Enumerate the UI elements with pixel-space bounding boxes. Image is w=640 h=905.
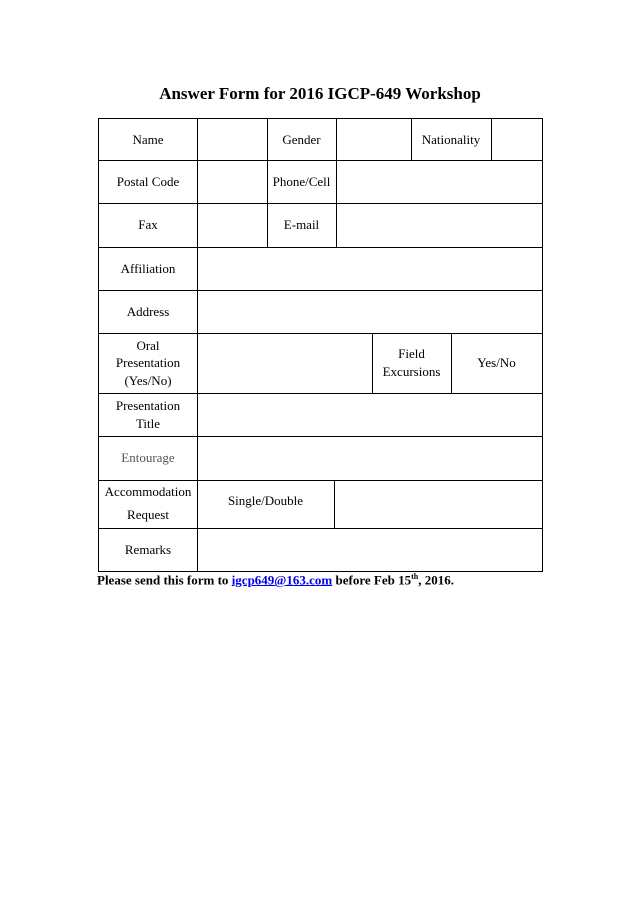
address-field[interactable] xyxy=(197,290,543,334)
oral-presentation-label-line3: (Yes/No) xyxy=(124,372,172,388)
phone-label: Phone/Cell xyxy=(267,160,337,204)
presentation-title-label-line2: Title xyxy=(135,415,161,431)
field-excursions-field[interactable]: Yes/No xyxy=(451,333,543,394)
accommodation-label-line2: Request xyxy=(127,507,169,522)
accommodation-extra-field[interactable] xyxy=(334,480,543,529)
submission-note-deadline: before Feb 15 xyxy=(332,572,412,588)
postal-code-field[interactable] xyxy=(197,160,268,204)
postal-code-label: Postal Code xyxy=(98,160,198,204)
name-label: Name xyxy=(98,118,198,161)
gender-field[interactable] xyxy=(336,118,412,161)
entourage-field[interactable] xyxy=(197,436,543,481)
submission-note xyxy=(97,572,454,588)
presentation-title-label-line1: Presentation xyxy=(115,397,181,413)
nationality-field[interactable] xyxy=(491,118,543,161)
email-label: E-mail xyxy=(267,203,337,248)
deadline-ordinal-suffix: th xyxy=(411,572,419,581)
accommodation-label-line1: Accommodation xyxy=(104,484,192,500)
presentation-title-label xyxy=(98,393,198,437)
field-excursions-label-line2: Excursions xyxy=(382,364,441,379)
submission-note-prefix: Please send this form to xyxy=(97,572,232,588)
oral-presentation-label xyxy=(98,333,198,394)
affiliation-label: Affiliation xyxy=(98,247,198,291)
affiliation-field[interactable] xyxy=(197,247,543,291)
name-field[interactable] xyxy=(197,118,268,161)
fax-field[interactable] xyxy=(197,203,268,248)
email-field[interactable] xyxy=(336,203,543,248)
presentation-title-field[interactable] xyxy=(197,393,543,437)
gender-label: Gender xyxy=(267,118,337,161)
entourage-label: Entourage xyxy=(98,436,198,481)
form-title: Answer Form for 2016 IGCP-649 Workshop xyxy=(159,84,481,103)
accommodation-type-field[interactable]: Single/Double xyxy=(197,480,335,529)
field-excursions-label-line1: Field xyxy=(398,346,425,362)
phone-field[interactable] xyxy=(336,160,543,204)
oral-presentation-field[interactable] xyxy=(197,333,373,394)
address-label: Address xyxy=(98,290,198,334)
contact-email-link[interactable]: igcp649@163.com xyxy=(231,572,333,588)
nationality-label: Nationality xyxy=(411,118,492,161)
fax-label: Fax xyxy=(98,203,198,248)
accommodation-label xyxy=(98,480,198,529)
remarks-field[interactable] xyxy=(197,528,543,572)
remarks-label: Remarks xyxy=(98,528,198,572)
oral-presentation-label-line2: Presentation xyxy=(115,355,181,371)
oral-presentation-label-line1: Oral xyxy=(136,337,160,353)
field-excursions-label xyxy=(372,333,452,394)
submission-note-year: , 2016. xyxy=(418,572,454,588)
